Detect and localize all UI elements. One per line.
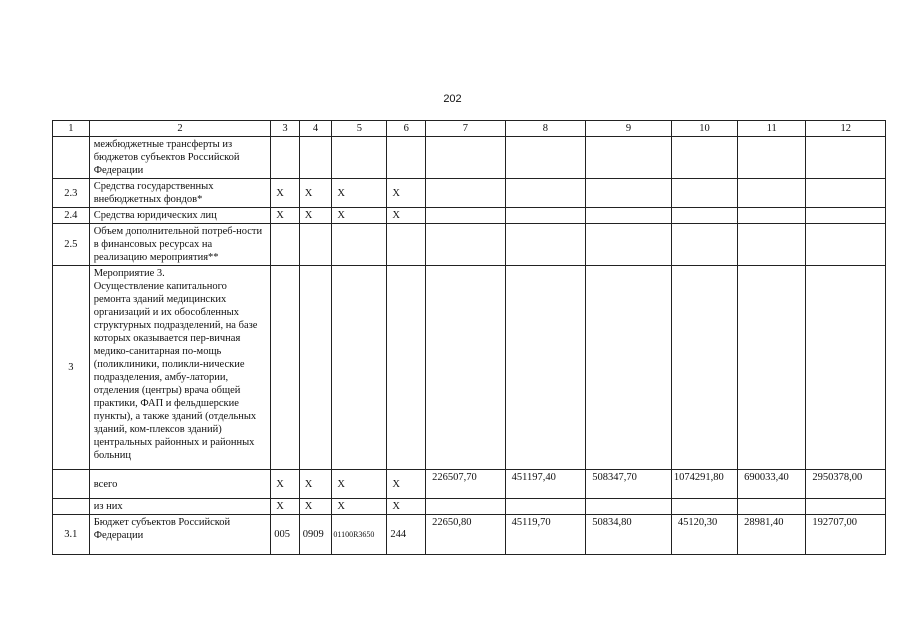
column-header: 10 bbox=[671, 121, 737, 137]
cell-col6: X bbox=[387, 499, 426, 515]
cell-col11 bbox=[738, 137, 806, 179]
cell-col10: 45120,30 bbox=[671, 515, 737, 555]
table-row bbox=[53, 470, 886, 499]
cell-col8 bbox=[505, 266, 586, 470]
cell-col3: 005 bbox=[271, 515, 300, 555]
table-row bbox=[53, 266, 886, 470]
row-number bbox=[53, 470, 90, 499]
cell-col8 bbox=[505, 208, 586, 224]
cell-col10 bbox=[671, 499, 737, 515]
cell-col9 bbox=[586, 179, 672, 208]
cell-col3: X bbox=[271, 499, 300, 515]
cell-col8 bbox=[505, 499, 586, 515]
cell-col6: X bbox=[387, 470, 426, 499]
cell-col3: X bbox=[271, 179, 300, 208]
cell-col12 bbox=[806, 137, 886, 179]
cell-col6 bbox=[387, 137, 426, 179]
cell-col5: X bbox=[332, 470, 387, 499]
column-header: 6 bbox=[387, 121, 426, 137]
cell-col4 bbox=[299, 266, 332, 470]
cell-col7 bbox=[426, 224, 506, 266]
row-number bbox=[53, 499, 90, 515]
cell-col11 bbox=[738, 179, 806, 208]
cell-col11 bbox=[738, 266, 806, 470]
cell-col7 bbox=[426, 137, 506, 179]
table-row bbox=[53, 499, 886, 515]
cell-col6: 244 bbox=[387, 515, 426, 555]
cell-col12 bbox=[806, 224, 886, 266]
row-number: 3 bbox=[53, 266, 90, 470]
row-name: всего bbox=[89, 470, 270, 499]
cell-col5: X bbox=[332, 179, 387, 208]
cell-col6 bbox=[387, 266, 426, 470]
cell-col7: 22650,80 bbox=[426, 515, 506, 555]
cell-col4 bbox=[299, 137, 332, 179]
cell-col5 bbox=[332, 224, 387, 266]
cell-col8: 45119,70 bbox=[505, 515, 586, 555]
cell-col4: X bbox=[299, 470, 332, 499]
cell-col5: 01100R3650 bbox=[332, 515, 387, 555]
cell-col10: 1074291,80 bbox=[671, 470, 737, 499]
cell-col8 bbox=[505, 179, 586, 208]
cell-col3 bbox=[271, 224, 300, 266]
cell-col4: X bbox=[299, 179, 332, 208]
row-number bbox=[53, 137, 90, 179]
page-number: 202 bbox=[443, 93, 462, 105]
cell-col7 bbox=[426, 266, 506, 470]
cell-col9: 508347,70 bbox=[586, 470, 672, 499]
budget-table bbox=[52, 120, 886, 555]
cell-col4: X bbox=[299, 499, 332, 515]
cell-col3 bbox=[271, 266, 300, 470]
column-header: 5 bbox=[332, 121, 387, 137]
cell-col3 bbox=[271, 137, 300, 179]
cell-col7 bbox=[426, 208, 506, 224]
cell-col8: 451197,40 bbox=[505, 470, 586, 499]
row-number: 2.3 bbox=[53, 179, 90, 208]
column-header: 8 bbox=[505, 121, 586, 137]
cell-col7 bbox=[426, 499, 506, 515]
cell-col10 bbox=[671, 266, 737, 470]
table-row bbox=[53, 515, 886, 555]
cell-col6: X bbox=[387, 179, 426, 208]
cell-col9 bbox=[586, 137, 672, 179]
cell-col12 bbox=[806, 208, 886, 224]
column-number-row bbox=[53, 121, 886, 137]
table-row bbox=[53, 179, 886, 208]
row-name: Бюджет субъектов Российской Федерации bbox=[89, 515, 270, 555]
cell-col12 bbox=[806, 179, 886, 208]
cell-col9: 50834,80 bbox=[586, 515, 672, 555]
cell-col9 bbox=[586, 499, 672, 515]
cell-col12: 192707,00 bbox=[806, 515, 886, 555]
cell-col10 bbox=[671, 137, 737, 179]
column-header: 7 bbox=[426, 121, 506, 137]
cell-col5 bbox=[332, 266, 387, 470]
cell-col10 bbox=[671, 179, 737, 208]
cell-col7 bbox=[426, 179, 506, 208]
cell-col11 bbox=[738, 224, 806, 266]
column-header: 1 bbox=[53, 121, 90, 137]
cell-col8 bbox=[505, 224, 586, 266]
cell-col6: X bbox=[387, 208, 426, 224]
cell-col9 bbox=[586, 208, 672, 224]
column-header: 2 bbox=[89, 121, 270, 137]
cell-col9 bbox=[586, 266, 672, 470]
column-header: 4 bbox=[299, 121, 332, 137]
column-header: 12 bbox=[806, 121, 886, 137]
cell-col4 bbox=[299, 224, 332, 266]
cell-col12 bbox=[806, 266, 886, 470]
column-header: 3 bbox=[271, 121, 300, 137]
column-header: 11 bbox=[738, 121, 806, 137]
row-number: 3.1 bbox=[53, 515, 90, 555]
row-number: 2.4 bbox=[53, 208, 90, 224]
row-number: 2.5 bbox=[53, 224, 90, 266]
row-name: Объем дополнительной потреб-ности в финансовых ресурсах на реализацию мероприятия** bbox=[89, 224, 270, 266]
cell-col11 bbox=[738, 499, 806, 515]
table-row bbox=[53, 137, 886, 179]
cell-col4: X bbox=[299, 208, 332, 224]
row-name: Средства юридических лиц bbox=[89, 208, 270, 224]
row-name: Мероприятие 3. Осуществление капитального ремонта зданий медицинских организаций и их обособленных структурных подразделений, на базе которых оказывается пер-вичная медико-санитарная по-мощь (поликлиники, поликли-нические подразделения, амбу-латории, отделения (центры) врача общей практики, ФАП и фельдшерские пункты), а также зданий (отдельных зданий, ком-плексов зданий) центральных районных и районных больниц bbox=[89, 266, 270, 470]
cell-col11: 690033,40 bbox=[738, 470, 806, 499]
cell-col7: 226507,70 bbox=[426, 470, 506, 499]
cell-col12 bbox=[806, 499, 886, 515]
cell-col5 bbox=[332, 137, 387, 179]
cell-col5: X bbox=[332, 499, 387, 515]
cell-col3: X bbox=[271, 208, 300, 224]
column-header: 9 bbox=[586, 121, 672, 137]
table-row bbox=[53, 224, 886, 266]
row-name: Средства государственных внебюджетных фондов* bbox=[89, 179, 270, 208]
cell-col11: 28981,40 bbox=[738, 515, 806, 555]
row-name: из них bbox=[89, 499, 270, 515]
cell-col11 bbox=[738, 208, 806, 224]
cell-col12: 2950378,00 bbox=[806, 470, 886, 499]
cell-col8 bbox=[505, 137, 586, 179]
cell-col6 bbox=[387, 224, 426, 266]
cell-col9 bbox=[586, 224, 672, 266]
cell-col10 bbox=[671, 224, 737, 266]
table-row bbox=[53, 208, 886, 224]
cell-col5: X bbox=[332, 208, 387, 224]
cell-col4: 0909 bbox=[299, 515, 332, 555]
cell-col3: X bbox=[271, 470, 300, 499]
cell-col10 bbox=[671, 208, 737, 224]
row-name: межбюджетные трансферты из бюджетов субъектов Российской Федерации bbox=[89, 137, 270, 179]
